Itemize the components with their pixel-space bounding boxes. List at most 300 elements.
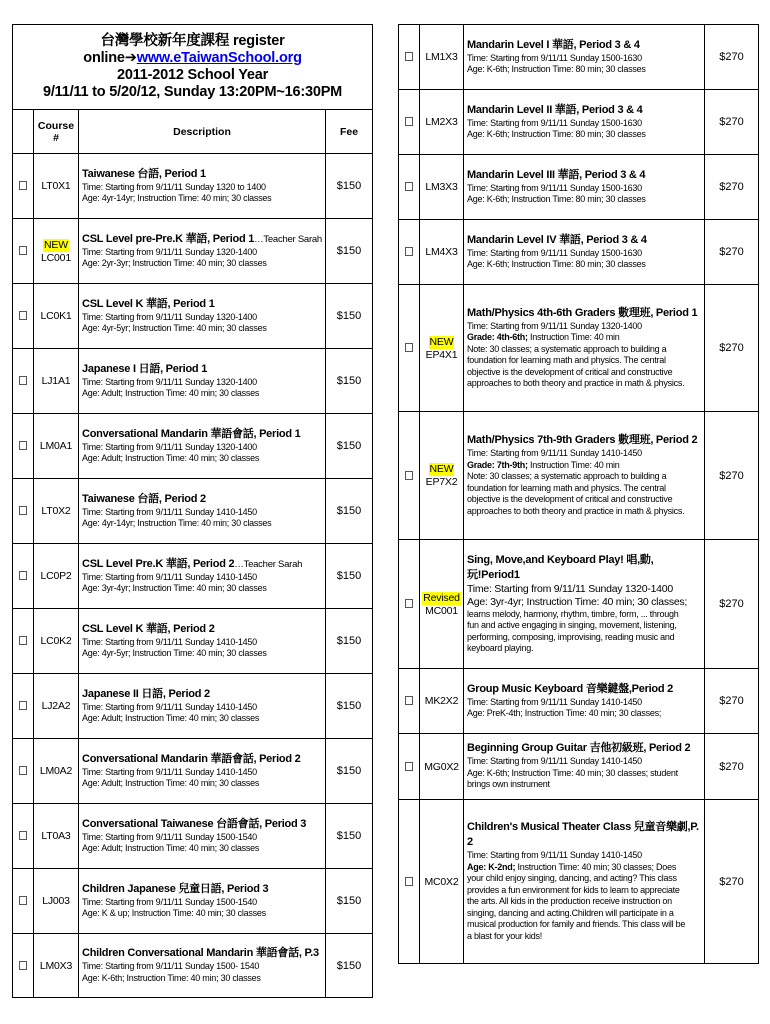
checkbox-cell xyxy=(13,934,34,998)
course-code: LM2X3 xyxy=(425,116,458,128)
page-header xyxy=(13,25,373,110)
enroll-checkbox[interactable] xyxy=(405,762,413,771)
course-detail-text: a blast for your kids! xyxy=(467,930,543,941)
course-detail-line xyxy=(82,648,322,660)
course-title xyxy=(467,38,701,53)
course-code-cell xyxy=(420,800,464,964)
course-fee: $150 xyxy=(326,349,373,414)
course-code-cell xyxy=(420,285,464,412)
course-code-cell xyxy=(34,934,79,998)
checkbox-cell xyxy=(13,804,34,869)
course-description xyxy=(79,674,326,739)
course-code: LT0A3 xyxy=(41,830,71,842)
course-code-cell xyxy=(34,349,79,414)
course-detail-line xyxy=(82,908,322,920)
course-detail-text: keyboard playing. xyxy=(467,643,534,653)
enroll-checkbox[interactable] xyxy=(19,441,27,450)
course-detail-text: Age: Adult; Instruction Time: 40 min; 30 classes xyxy=(82,778,260,788)
course-detail-line xyxy=(467,53,701,65)
course-row xyxy=(399,800,759,964)
course-detail-text: Instruction Time: 40 min; 30 classes; Does xyxy=(515,861,677,872)
course-detail-text: brings own instrument xyxy=(467,779,550,790)
checkbox-cell xyxy=(399,800,420,964)
checkbox-cell xyxy=(399,412,420,540)
course-fee: $150 xyxy=(326,414,373,479)
course-fee: $150 xyxy=(326,934,373,998)
course-row xyxy=(399,734,759,800)
course-row xyxy=(399,412,759,540)
course-detail-text: Time: Starting from 9/11/11 Sunday 1410-1450 xyxy=(467,850,642,860)
course-title xyxy=(82,882,322,897)
course-title xyxy=(82,362,322,377)
checkbox-cell xyxy=(13,349,34,414)
course-title-text: Conversational Mandarin 華語會話, Period 1 xyxy=(82,427,301,440)
course-title xyxy=(467,306,701,321)
checkbox-cell xyxy=(13,609,34,674)
enroll-checkbox[interactable] xyxy=(405,471,413,480)
enroll-checkbox[interactable] xyxy=(19,896,27,905)
course-detail-text: Age: K-6th; Instruction Time: 40 min; 30 classes; student xyxy=(467,767,678,778)
course-description xyxy=(79,804,326,869)
course-detail-text: Time: Starting from 9/11/11 Sunday 1500-1630 xyxy=(467,52,642,63)
course-title xyxy=(467,233,701,248)
course-detail-line xyxy=(82,832,322,844)
course-detail-line xyxy=(467,873,701,885)
course-detail-text: Time: Starting from 9/11/11 Sunday 1500-1630 xyxy=(467,182,642,193)
course-code-cell xyxy=(420,25,464,90)
header-line1: 台灣學校新年度課程 register online➔ xyxy=(83,32,285,66)
course-detail-text: Time: Starting from 9/11/11 Sunday 1500-1540 xyxy=(82,831,257,842)
course-detail-line xyxy=(82,442,322,454)
course-code: EP7X2 xyxy=(425,476,458,488)
course-title-text: CSL Level Pre.K 華語, Period 2 xyxy=(82,557,235,570)
course-title-text: Beginning Group Guitar 吉他初級班, Period 2 xyxy=(467,742,691,755)
course-row xyxy=(13,934,373,998)
course-detail-text: Age: 4yr-5yr; Instruction Time: 40 min; 30 classes xyxy=(82,323,267,333)
course-row xyxy=(13,479,373,544)
course-code: LC0K2 xyxy=(40,635,72,647)
checkbox-cell xyxy=(399,220,420,285)
course-fee: $270 xyxy=(705,540,759,669)
course-detail-text: Note: 30 classes; a systematic approach to building a xyxy=(467,471,667,481)
course-detail-line xyxy=(467,248,701,260)
enroll-checkbox[interactable] xyxy=(19,376,27,385)
course-detail-line xyxy=(467,756,701,768)
enroll-checkbox[interactable] xyxy=(405,182,413,191)
course-code: EP4X1 xyxy=(425,348,458,361)
course-detail-line xyxy=(467,259,701,271)
course-detail-line xyxy=(467,632,701,644)
checkbox-cell xyxy=(399,155,420,220)
course-detail-text: Time: Starting from 9/11/11 Sunday 1410-1450 xyxy=(467,696,642,707)
course-title xyxy=(82,297,322,312)
checkbox-cell xyxy=(13,479,34,544)
enroll-checkbox[interactable] xyxy=(405,343,413,352)
grade-label: Grade: 4th-6th; xyxy=(467,332,528,342)
course-fee: $270 xyxy=(705,800,759,964)
course-fee: $150 xyxy=(326,154,373,219)
course-detail-text: Age: Adult; Instruction Time: 40 min; 30 classes xyxy=(82,388,260,398)
course-detail-line xyxy=(82,897,322,909)
course-code-cell xyxy=(420,90,464,155)
course-detail-text: Instruction Time: 40 min xyxy=(527,332,620,342)
course-title-text: CSL Level K 華語, Period 2 xyxy=(82,622,215,635)
course-fee: $270 xyxy=(705,25,759,90)
course-description xyxy=(79,869,326,934)
course-row xyxy=(13,674,373,739)
course-description xyxy=(464,412,705,540)
course-detail-line xyxy=(82,507,322,519)
course-title-text: Children Japanese 兒童日語, Period 3 xyxy=(82,882,269,895)
course-code: LT0X2 xyxy=(41,505,71,517)
course-detail-line xyxy=(467,779,701,791)
course-row xyxy=(399,220,759,285)
checkbox-cell xyxy=(13,284,34,349)
course-detail-text: Time: Starting from 9/11/11 Sunday 1320 to 1400 xyxy=(82,181,266,192)
checkbox-cell xyxy=(399,25,420,90)
course-code: MG0X2 xyxy=(424,760,459,773)
course-detail-line xyxy=(82,453,322,465)
course-description xyxy=(79,739,326,804)
course-status-tag: NEW xyxy=(429,463,454,475)
course-title-text: CSL Level pre-Pre.K 華語, Period 1 xyxy=(82,232,255,245)
course-code: LJ2A2 xyxy=(41,700,71,712)
grade-label: Grade: 7th-9th; xyxy=(467,459,528,470)
course-detail-text: foundation for learning math and physics. The central xyxy=(467,355,666,365)
course-code-cell xyxy=(34,869,79,934)
course-title-text: Conversational Mandarin 華語會話, Period 2 xyxy=(82,752,301,765)
course-title-text: Japanese II 日語, Period 2 xyxy=(82,687,210,700)
course-detail-line xyxy=(82,518,322,530)
course-detail-line xyxy=(467,378,701,390)
column-header-row xyxy=(13,110,373,154)
course-fee: $270 xyxy=(705,669,759,734)
course-column-header: Course # xyxy=(34,110,79,154)
course-code-cell xyxy=(34,544,79,609)
course-description xyxy=(464,540,705,669)
course-title-text: Mandarin Level I 華語, Period 3 & 4 xyxy=(467,38,640,51)
course-detail-line xyxy=(467,908,701,920)
checkbox-cell xyxy=(399,669,420,734)
enroll-checkbox[interactable] xyxy=(405,696,413,705)
course-detail-line xyxy=(82,377,322,389)
course-code: LM0X3 xyxy=(39,959,73,972)
course-detail-text: objective is the development of critical and constructive xyxy=(467,494,673,504)
course-detail-line xyxy=(82,182,322,194)
course-title xyxy=(467,820,701,850)
course-detail-text: approaches to both theory and practice in math & physics. xyxy=(467,378,685,388)
enroll-checkbox[interactable] xyxy=(19,311,27,320)
course-title-text: Taiwanese 台語, Period 1 xyxy=(82,167,206,180)
course-detail-line xyxy=(82,961,322,973)
course-detail-text: Time: Starting from 9/11/11 Sunday 1410-1450 xyxy=(467,756,642,767)
course-detail-text: performing, composing, improvising, reading music and xyxy=(467,631,675,642)
course-detail-line xyxy=(467,448,701,460)
course-description xyxy=(464,90,705,155)
course-title-text: Math/Physics 7th-9th Graders 數理班, Period 2 xyxy=(467,434,698,446)
course-detail-line xyxy=(467,862,701,874)
course-detail-line xyxy=(467,460,701,472)
course-detail-line xyxy=(467,768,701,780)
course-row xyxy=(399,669,759,734)
course-fee: $150 xyxy=(326,219,373,284)
course-code-cell xyxy=(34,284,79,349)
course-description xyxy=(79,154,326,219)
enroll-checkbox[interactable] xyxy=(19,246,27,255)
course-title xyxy=(82,817,322,832)
course-detail-text: Instruction Time: 40 min xyxy=(527,459,620,470)
enroll-checkbox[interactable] xyxy=(19,701,27,710)
course-detail-text: Time: Starting from 9/11/11 Sunday 1320-1400 xyxy=(82,376,257,387)
course-title xyxy=(82,622,322,637)
course-code-cell xyxy=(420,669,464,734)
course-code-cell xyxy=(34,739,79,804)
checkbox-cell xyxy=(13,219,34,284)
course-code: LC0K1 xyxy=(40,310,72,322)
enroll-checkbox[interactable] xyxy=(19,766,27,775)
course-detail-line xyxy=(467,118,701,130)
checkbox-cell xyxy=(13,869,34,934)
course-code-cell xyxy=(34,154,79,219)
course-detail-line xyxy=(82,323,322,335)
course-detail-text: Age: PreK-4th; Instruction Time: 40 min; 30 classes; xyxy=(467,708,662,718)
left-course-table xyxy=(12,24,373,998)
course-code-cell xyxy=(34,804,79,869)
course-title xyxy=(82,232,322,247)
course-detail-text: objective is the development of critical and constructive xyxy=(467,366,673,377)
course-row xyxy=(13,739,373,804)
course-code-cell xyxy=(420,220,464,285)
course-description xyxy=(464,25,705,90)
course-title-text: Math/Physics 4th-6th Graders 數理班, Period 1 xyxy=(467,306,698,319)
course-title xyxy=(82,946,322,961)
course-description xyxy=(464,220,705,285)
teacher-name: …Teacher Sarah xyxy=(254,233,322,245)
course-detail-text: learns melody, harmony, rhythm, timbre, form, ... through xyxy=(467,608,679,619)
course-detail-line xyxy=(467,850,701,862)
course-detail-text: foundation for learning math and physics. The central xyxy=(467,482,666,493)
course-detail-text: Time: Starting from 9/11/11 Sunday 1500- 1540 xyxy=(82,961,260,971)
course-code: LM0A2 xyxy=(39,765,73,777)
course-title-text: Mandarin Level IV 華語, Period 3 & 4 xyxy=(467,233,647,246)
course-detail-line xyxy=(82,843,322,855)
course-row xyxy=(13,414,373,479)
course-detail-text: Time: Starting from 9/11/11 Sunday 1320-1400 xyxy=(82,246,257,257)
course-code-cell xyxy=(34,479,79,544)
course-detail-line xyxy=(467,321,701,333)
course-detail-line xyxy=(467,596,701,609)
course-detail-text: Age: K & up; Instruction Time: 40 min; 30 classes xyxy=(82,908,266,918)
course-row xyxy=(399,155,759,220)
course-detail-line xyxy=(467,620,701,632)
enroll-checkbox[interactable] xyxy=(405,877,413,886)
course-fee: $270 xyxy=(705,734,759,800)
course-title-text: Children Conversational Mandarin 華語會話, P.3 xyxy=(82,947,319,959)
course-detail-text: approaches to both theory and practice in math & physics. xyxy=(467,505,685,516)
course-detail-text: Age: 4yr-14yr; Instruction Time: 40 min; 30 classes xyxy=(82,193,272,203)
course-detail-text: Age: 4yr-14yr; Instruction Time: 40 min; 30 classes xyxy=(82,518,272,528)
course-title xyxy=(467,553,701,583)
course-code-cell xyxy=(34,219,79,284)
course-detail-line xyxy=(467,643,701,655)
enroll-checkbox[interactable] xyxy=(19,831,27,840)
enroll-checkbox[interactable] xyxy=(19,571,27,580)
course-detail-line xyxy=(467,129,701,141)
course-description xyxy=(79,479,326,544)
course-detail-line xyxy=(467,931,701,943)
checkbox-cell xyxy=(399,540,420,669)
course-title xyxy=(82,427,322,442)
course-detail-line xyxy=(467,332,701,344)
course-detail-text: Time: Starting from 9/11/11 Sunday 1500-1630 xyxy=(467,117,642,128)
fee-column-header: Fee xyxy=(326,110,373,154)
course-detail-line xyxy=(82,258,322,270)
enroll-checkbox[interactable] xyxy=(405,599,413,608)
course-status-tag: NEW xyxy=(429,335,454,348)
course-title xyxy=(467,682,701,697)
course-detail-text: Time: Starting from 9/11/11 Sunday 1320-1400 xyxy=(82,311,257,322)
enroll-checkbox[interactable] xyxy=(19,961,27,970)
course-detail-line xyxy=(467,708,701,720)
course-detail-line xyxy=(467,355,701,367)
course-code: LM4X3 xyxy=(425,246,458,258)
course-code-cell xyxy=(420,155,464,220)
enroll-checkbox[interactable] xyxy=(405,117,413,126)
course-code-cell xyxy=(34,609,79,674)
course-detail-line xyxy=(467,183,701,195)
course-code: MC001 xyxy=(425,604,458,617)
course-detail-text: Age: K-6th; Instruction Time: 80 min; 30 classes xyxy=(467,259,646,269)
checkbox-cell xyxy=(399,90,420,155)
course-detail-text: Note: 30 classes; a systematic approach to building a xyxy=(467,343,667,354)
course-description xyxy=(79,219,326,284)
course-detail-line xyxy=(467,367,701,379)
course-status-tag: Revised xyxy=(423,591,460,604)
course-detail-text: singing, dancing and acting.Children will participate in a xyxy=(467,907,674,918)
course-detail-line xyxy=(467,471,701,483)
course-detail-text: Time: Starting from 9/11/11 Sunday 1410-1450 xyxy=(82,701,257,712)
course-code: LC001 xyxy=(41,251,71,264)
enroll-checkbox[interactable] xyxy=(19,181,27,190)
course-description xyxy=(464,155,705,220)
course-detail-line xyxy=(467,697,701,709)
course-detail-text: Age: K-6th; Instruction Time: 40 min; 30 classes xyxy=(82,972,261,983)
course-code-cell xyxy=(420,412,464,540)
course-title-text: Japanese I 日語, Period 1 xyxy=(82,362,208,375)
course-code: LM0A1 xyxy=(39,440,73,452)
course-detail-text: Time: Starting from 9/11/11 Sunday 1500-1630 xyxy=(467,247,642,258)
course-fee: $270 xyxy=(705,412,759,540)
course-fee: $270 xyxy=(705,155,759,220)
course-detail-line xyxy=(467,344,701,356)
enroll-checkbox[interactable] xyxy=(19,506,27,515)
course-detail-text: Age: Adult; Instruction Time: 40 min; 30 classes xyxy=(82,843,260,853)
course-status-tag: NEW xyxy=(44,238,68,251)
course-description xyxy=(464,669,705,734)
description-column-header: Description xyxy=(79,110,326,154)
teacher-name: …Teacher Sarah xyxy=(234,558,303,570)
course-detail-line xyxy=(82,193,322,205)
course-detail-line xyxy=(467,483,701,495)
course-code-cell xyxy=(420,734,464,800)
course-detail-text: Age: K-6th; Instruction Time: 80 min; 30 classes xyxy=(467,129,646,139)
course-code-cell xyxy=(34,674,79,739)
course-detail-line xyxy=(467,885,701,897)
course-fee: $270 xyxy=(705,90,759,155)
course-detail-text: Age: 4yr-5yr; Instruction Time: 40 min; 30 classes xyxy=(82,648,267,658)
course-detail-line xyxy=(82,702,322,714)
course-title xyxy=(82,752,322,767)
course-detail-line xyxy=(82,637,322,649)
course-fee: $150 xyxy=(326,544,373,609)
enroll-checkbox[interactable] xyxy=(405,247,413,256)
course-code: LJ003 xyxy=(42,895,70,907)
course-description xyxy=(79,284,326,349)
course-code-cell xyxy=(420,540,464,669)
course-detail-line xyxy=(82,778,322,790)
course-title-text: Conversational Taiwanese 台語會話, Period 3 xyxy=(82,817,307,830)
checkbox-cell xyxy=(13,414,34,479)
course-detail-text: your child enjoy singing, dancing, and acting? This class xyxy=(467,873,677,883)
enroll-checkbox[interactable] xyxy=(19,636,27,645)
course-row xyxy=(13,349,373,414)
course-detail-text: provides a fun environment for kids to learn to appreciate xyxy=(467,884,680,895)
course-row xyxy=(13,544,373,609)
right-course-table xyxy=(398,24,759,964)
course-description xyxy=(464,734,705,800)
course-fee: $150 xyxy=(326,804,373,869)
course-title-text: CSL Level K 華語, Period 1 xyxy=(82,297,215,310)
course-title xyxy=(467,433,701,448)
checkbox-cell xyxy=(13,739,34,804)
course-code: MK2X2 xyxy=(424,695,459,707)
course-fee: $150 xyxy=(326,479,373,544)
course-description xyxy=(464,800,705,964)
course-row xyxy=(13,804,373,869)
course-description xyxy=(79,414,326,479)
course-description xyxy=(79,544,326,609)
course-detail-line xyxy=(82,767,322,779)
checkbox-cell xyxy=(13,154,34,219)
course-detail-line xyxy=(467,896,701,908)
course-detail-text: Time: Starting from 9/11/11 Sunday 1410-1450 xyxy=(82,636,257,647)
course-detail-text: Time: Starting from 9/11/11 Sunday 1410-1450 xyxy=(82,506,257,517)
course-detail-text: musical production for family and friends. This class will be xyxy=(467,919,686,929)
course-detail-line xyxy=(82,583,322,595)
course-fee: $150 xyxy=(326,609,373,674)
enroll-checkbox[interactable] xyxy=(405,52,413,61)
date-range: 9/11/11 to 5/20/12, Sunday 13:20PM~16:30PM xyxy=(42,83,343,100)
course-code: LM1X3 xyxy=(425,51,458,63)
course-code: LC0P2 xyxy=(40,570,72,582)
course-detail-text: Age: 3yr-4yr; Instruction Time: 40 min; 30 classes; xyxy=(467,595,688,608)
course-title xyxy=(82,687,322,702)
course-description xyxy=(79,934,326,998)
register-link[interactable]: www.eTaiwanSchool.org xyxy=(136,49,302,66)
course-fee: $150 xyxy=(326,739,373,804)
course-title xyxy=(467,741,701,756)
course-title xyxy=(82,557,322,572)
course-detail-line xyxy=(82,973,322,985)
course-row xyxy=(399,540,759,669)
checkbox-column-header xyxy=(13,110,34,154)
course-detail-text: fun and active engaging in singing, movement, listening, xyxy=(467,620,677,630)
course-description xyxy=(79,609,326,674)
course-detail-line xyxy=(467,919,701,931)
course-title-text: Sing, Move,and Keyboard Play! 唱,動,玩!Period1 xyxy=(467,553,654,581)
checkbox-cell xyxy=(399,734,420,800)
course-row xyxy=(13,609,373,674)
